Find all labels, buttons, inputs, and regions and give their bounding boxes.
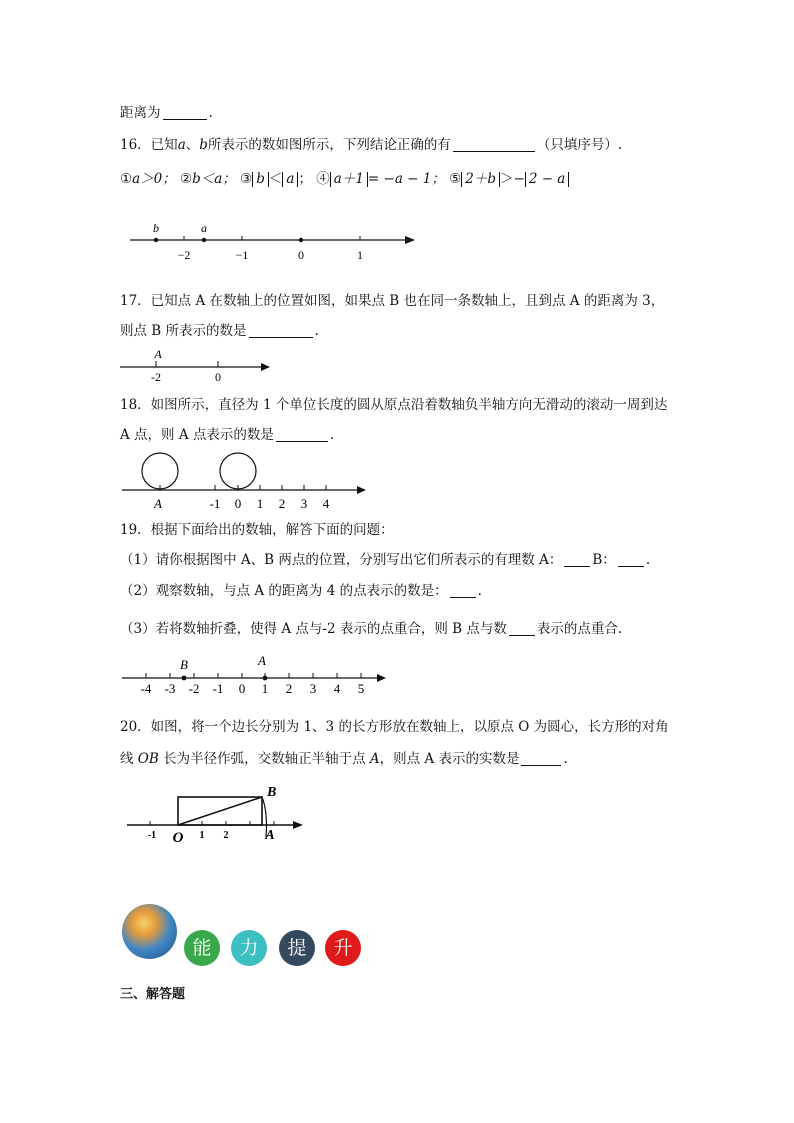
question-16-options: ①a＞0； ②b＜a； ③ b ＜ a ； ④ a＋1 = −a − 1； ⑤ 2＋b ＞− 2 − a — [120, 170, 569, 188]
answer-blank — [163, 105, 207, 120]
tick-label: -3 — [164, 681, 176, 696]
label-point-a: A — [154, 496, 162, 511]
label-a: A — [265, 828, 275, 843]
tick-label: 3 — [300, 496, 308, 511]
tick-label: 2 — [278, 496, 286, 511]
point-a — [202, 238, 206, 242]
question-19-part2: （2）观察数轴，与点 A 的距离为 4 的点表示的数是： . — [120, 583, 482, 599]
answer-blank — [453, 137, 535, 152]
tick-label: -1 — [212, 681, 224, 696]
answer-blank — [276, 427, 328, 442]
question-17-line1: 17．已知点 A 在数轴上的位置如图，如果点 B 也在同一条数轴上，且到点 A 的距离为 3， — [120, 293, 665, 309]
axis-arrow — [357, 486, 366, 494]
answer-blank-a — [564, 552, 590, 567]
banner-char-1: 能 — [184, 930, 220, 966]
question-20-line1: 20．如图，将一个边长分别为 1、3 的长方形放在数轴上，以原点 O 为圆心，长方形的对角 — [120, 719, 669, 735]
axis-arrow — [293, 821, 303, 829]
tick-label: -1 — [147, 830, 157, 841]
banner-char-3: 提 — [279, 930, 315, 966]
number-line-19 — [120, 652, 390, 698]
tick-label: -2 — [151, 370, 161, 384]
diagonal-ob — [178, 797, 262, 825]
label-point-a: A — [154, 347, 162, 361]
study-logo-icon — [122, 904, 177, 959]
tick-label: -1 — [209, 496, 221, 511]
tick-label: 5 — [357, 681, 365, 696]
circle-origin — [220, 453, 256, 489]
answer-blank — [509, 621, 535, 636]
tick-label: 0 — [298, 248, 304, 262]
tick-label: 0 — [234, 496, 242, 511]
tick-label: 1 — [357, 248, 363, 262]
point-b — [182, 676, 187, 681]
section-title: 三、解答题 — [120, 986, 186, 1001]
number-line-16 — [125, 218, 425, 264]
question-19-part1: （1）请你根据图中 A、B 两点的位置，分别写出它们所表示的有理数 A： B： . — [120, 552, 651, 568]
label-a: A — [258, 653, 266, 668]
origin-point — [299, 238, 303, 242]
rolling-circle-figure — [120, 452, 380, 514]
tick-label: 2 — [285, 681, 293, 696]
tick-label: 0 — [238, 681, 246, 696]
label-b: b — [153, 221, 159, 235]
axis-arrow — [377, 674, 386, 682]
point-a — [263, 676, 268, 681]
tick-label: 1 — [199, 830, 205, 841]
banner-char-4: 升 — [325, 930, 361, 966]
tick-label: -2 — [188, 681, 200, 696]
axis-arrow — [405, 236, 415, 244]
number-line-17 — [118, 344, 278, 386]
tick-label: 2 — [223, 830, 229, 841]
banner-char-2: 力 — [231, 930, 267, 966]
tick-label: 4 — [322, 496, 330, 511]
question-18-line1: 18．如图所示，直径为 1 个单位长度的圆从原点沿着数轴负半轴方向无滑动的滚动一周到达 — [120, 397, 668, 413]
answer-blank — [249, 323, 313, 338]
question-20-line2: 线 OB 长为半径作弧，交数轴正半轴于点 A，则点 A 表示的实数是 . — [120, 751, 568, 767]
question-19-title: 19．根据下面给出的数轴，解答下面的问题： — [120, 522, 394, 538]
tick-label: 4 — [333, 681, 341, 696]
tick-label: −1 — [235, 248, 249, 262]
point-b — [154, 238, 158, 242]
question-19-part3: （3）若将数轴折叠，使得 A 点与-2 表示的点重合，则 B 点与数 表示的点重合. — [120, 621, 623, 637]
answer-blank — [450, 583, 476, 598]
label-a: a — [201, 221, 207, 235]
circle-start-a — [142, 453, 178, 489]
question-16-stem: 16．已知a、b所表示的数如图所示，下列结论正确的有 （只填序号）. — [120, 137, 623, 153]
tick-label: 3 — [309, 681, 317, 696]
answer-blank — [521, 751, 561, 766]
label-o: O — [172, 830, 184, 846]
rectangle-arc-figure — [125, 782, 310, 844]
answer-blank-b — [618, 552, 644, 567]
tick-label: 1 — [256, 496, 264, 511]
axis-arrow — [261, 363, 270, 371]
label-b: B — [180, 657, 188, 672]
tick-label: -4 — [140, 681, 152, 696]
label-b: B — [267, 785, 277, 800]
question-18-line2: A 点，则 A 点表示的数是 . — [120, 427, 335, 443]
question-17-line2: 则点 B 所表示的数是 . — [120, 323, 319, 339]
continuation-line: 距离为 . — [120, 105, 213, 121]
tick-label: 0 — [215, 370, 221, 384]
tick-label: 1 — [261, 681, 269, 696]
tick-label: −2 — [177, 248, 191, 262]
